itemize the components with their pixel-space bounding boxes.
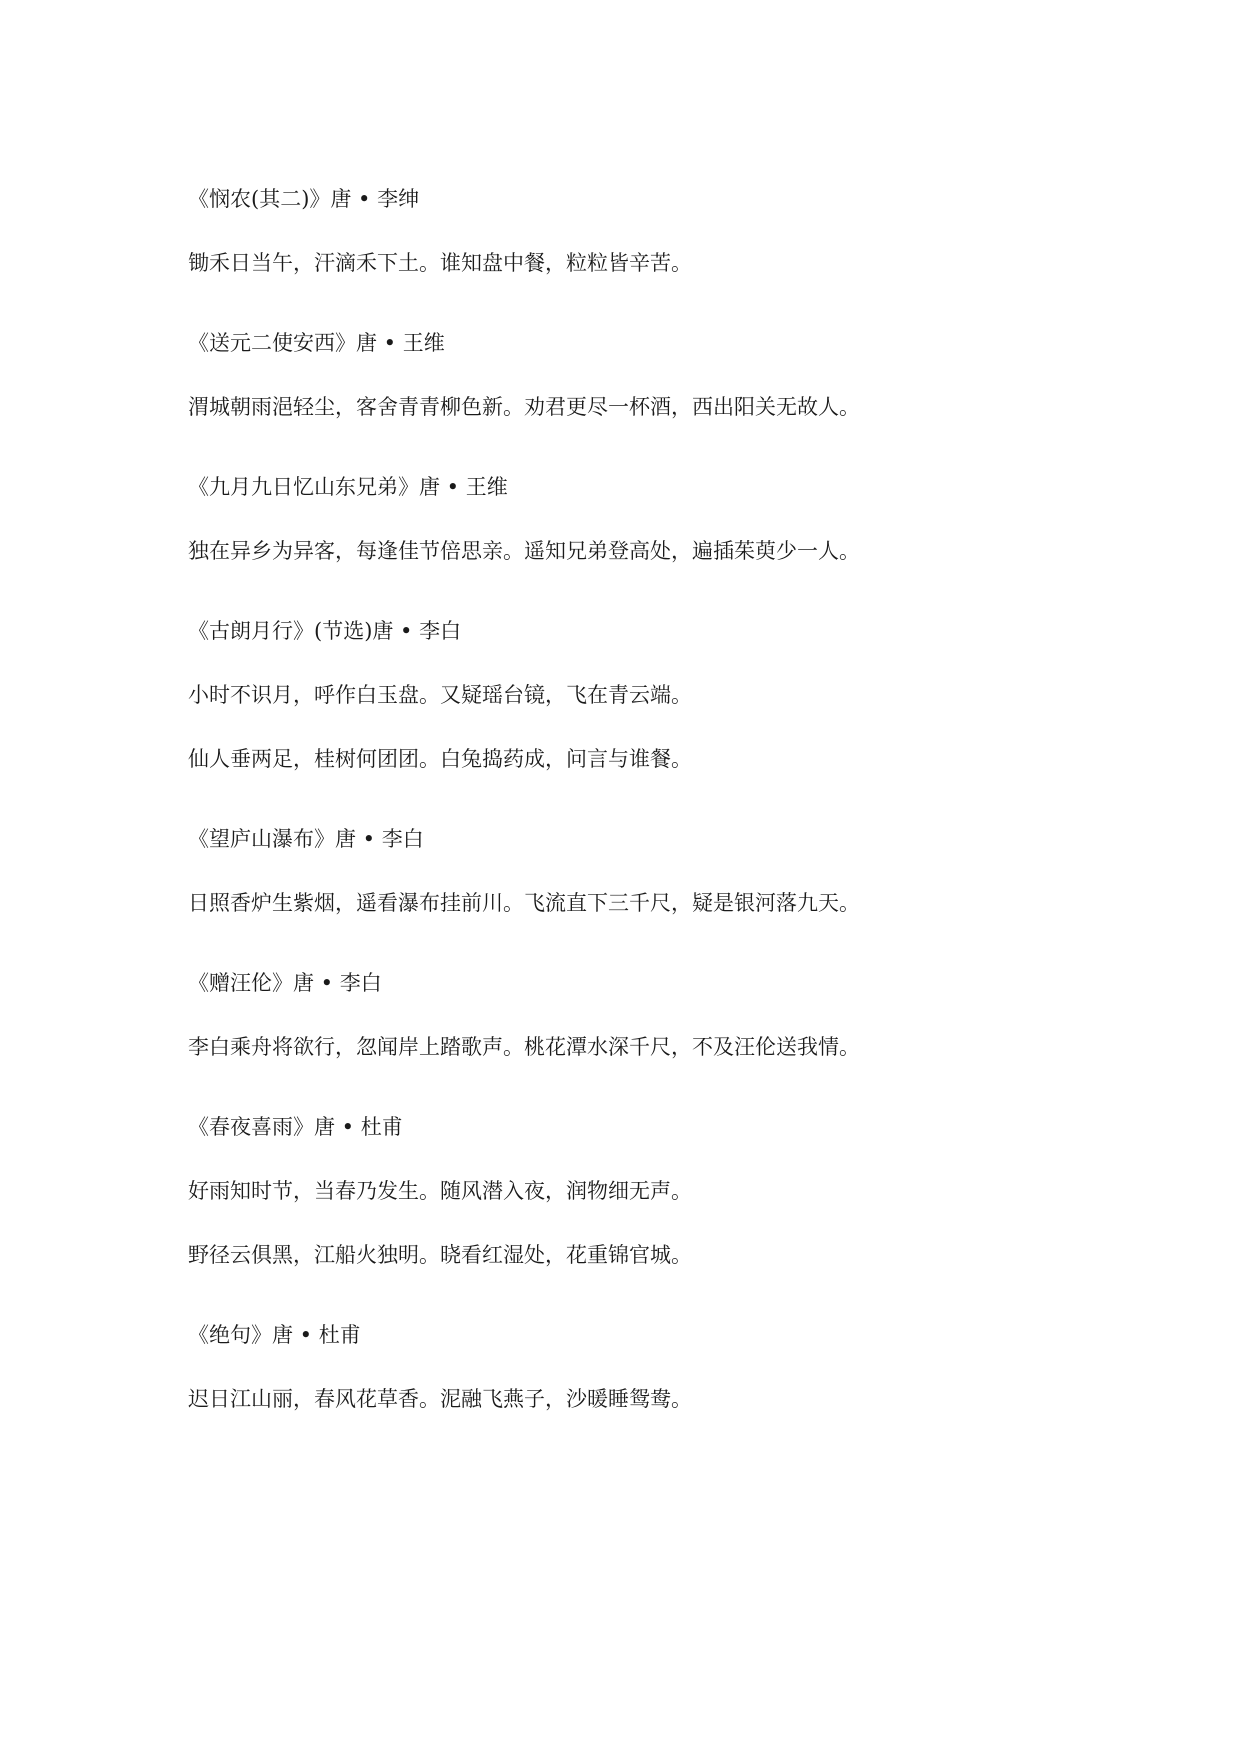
poem [188, 968, 1088, 1062]
poem-title: 《悯农(其二)》唐 • 李绅 [188, 187, 420, 211]
poem-title: 《赠汪伦》唐 • 李白 [188, 971, 382, 995]
poem-title: 《古朗月行》(节选)唐 • 李白 [188, 619, 462, 643]
poem-line: 迟日江山丽，春风花草香。泥融飞燕子，沙暖睡鸳鸯。 [188, 1387, 692, 1411]
poem-line: 渭城朝雨浥轻尘，客舍青青柳色新。劝君更尽一杯酒，西出阳关无故人。 [188, 395, 860, 419]
poem [188, 824, 1088, 918]
poem-line: 日照香炉生紫烟，遥看瀑布挂前川。飞流直下三千尺，疑是银河落九天。 [188, 891, 860, 915]
poem-line: 好雨知时节，当春乃发生。随风潜入夜，润物细无声。 [188, 1179, 692, 1203]
poem-title: 《春夜喜雨》唐 • 杜甫 [188, 1115, 403, 1139]
poem-line: 小时不识月，呼作白玉盘。又疑瑶台镜，飞在青云端。 [188, 683, 692, 707]
poem [188, 472, 1088, 566]
poem [188, 184, 1088, 278]
poem-line: 李白乘舟将欲行，忽闻岸上踏歌声。桃花潭水深千尺，不及汪伦送我情。 [188, 1035, 860, 1059]
poem-line: 野径云俱黑，江船火独明。晓看红湿处，花重锦官城。 [188, 1243, 692, 1267]
poem [188, 328, 1088, 422]
poem [188, 1320, 1088, 1414]
poem-line: 仙人垂两足，桂树何团团。白兔捣药成，问言与谁餐。 [188, 747, 692, 771]
poem [188, 616, 1088, 774]
poem-title: 《望庐山瀑布》唐 • 李白 [188, 827, 424, 851]
document-page [188, 184, 1088, 1464]
poem-line: 独在异乡为异客，每逢佳节倍思亲。遥知兄弟登高处，遍插茱萸少一人。 [188, 539, 860, 563]
poem-title: 《送元二使安西》唐 • 王维 [188, 331, 445, 355]
poem-line: 锄禾日当午，汗滴禾下土。谁知盘中餐，粒粒皆辛苦。 [188, 251, 692, 275]
poem-title: 《绝句》唐 • 杜甫 [188, 1323, 361, 1347]
poem-title: 《九月九日忆山东兄弟》唐 • 王维 [188, 475, 508, 499]
poem [188, 1112, 1088, 1270]
